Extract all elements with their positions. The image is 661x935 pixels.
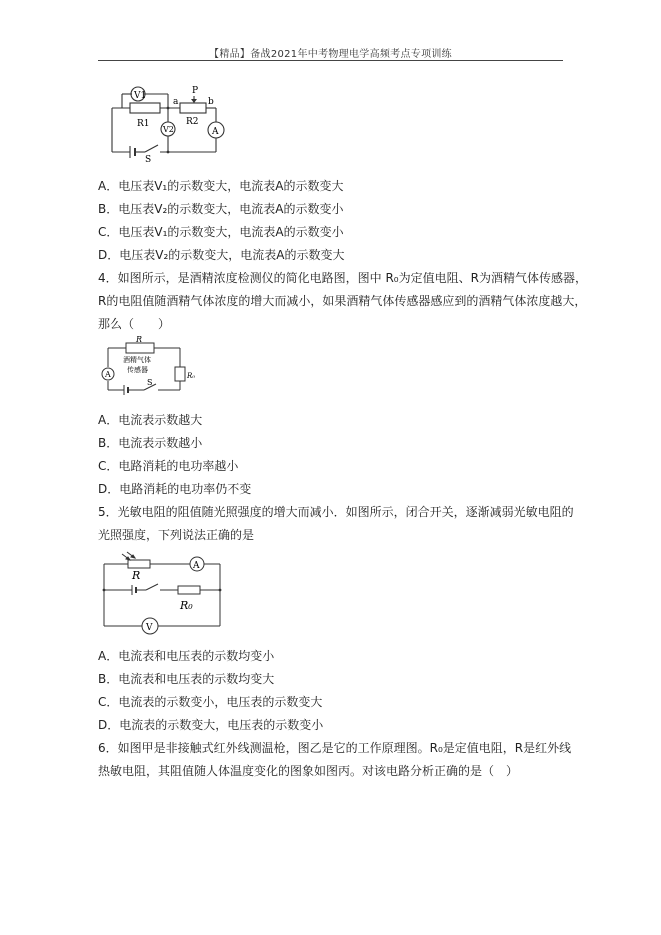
q5-option-d: D．电流表的示数变大，电压表的示数变小 [98, 718, 324, 732]
q5-r0-label: R₀ [180, 599, 193, 612]
header-divider [98, 60, 563, 61]
page-header: 【精品】备战2021年中考物理电学高频考点专项训练 [209, 49, 452, 60]
ammeter-label: A [212, 127, 219, 137]
q5-stem-line-1: 5．光敏电阻的阻值随光照强度的增大而减小．如图所示，闭合开关，逐渐减弱光敏电阻的 [98, 505, 574, 519]
q5-ammeter-label: A [193, 561, 200, 571]
q4-option-a: A．电流表示数越大 [98, 413, 203, 427]
q5-option-c: C．电流表的示数变小，电压表的示数变大 [98, 695, 323, 709]
q4-option-b: B．电流表示数越小 [98, 436, 203, 450]
q3-option-a: A．电压表V₁的示数变大，电流表A的示数变大 [98, 179, 344, 193]
q3-option-c: C．电压表V₁的示数变大，电流表A的示数变小 [98, 225, 344, 239]
q4-option-c: C．电路消耗的电功率越小 [98, 459, 239, 473]
p-label: P [192, 86, 199, 96]
sensor-label-line-2: 传感器 [127, 366, 148, 374]
sensor-label-line-1: 酒精气体 [123, 356, 151, 364]
r2-label: R2 [186, 117, 199, 127]
r1-label: R1 [137, 119, 150, 129]
v2-label: V2 [163, 125, 174, 134]
q6-stem-line-2: 热敏电阻，其阻值随人体温度变化的图象如图丙。对该电路分析正确的是（ ） [98, 764, 519, 778]
q4-stem-line-3: 那么（ ） [98, 317, 171, 331]
q3-option-d: D．电压表V₂的示数变大，电流表A的示数变大 [98, 248, 345, 262]
q6-stem-line-1: 6．如图甲是非接触式红外线测温枪，图乙是它的工作原理图。R₀是定值电阻，R是红外线 [98, 741, 572, 755]
q4-stem-line-2: R的电阻值随酒精气体浓度的增大而减小，如果酒精气体传感器感应到的酒精气体浓度越大， [98, 294, 587, 308]
q5-option-b: B．电流表和电压表的示数均变大 [98, 672, 275, 686]
node-a-label: a [173, 97, 179, 107]
v1-label: V1 [134, 91, 147, 101]
q4-stem-line-1: 4．如图所示，是酒精浓度检测仪的简化电路图，图中 R₀为定值电阻、R为酒精气体传感器， [98, 271, 587, 285]
q5-stem-line-2: 光照强度，下列说法正确的是 [98, 528, 255, 542]
circuit-figure-4 [100, 335, 196, 396]
q4-switch-label: S [147, 378, 153, 387]
q4-r-label: R [136, 335, 143, 344]
q3-option-b: B．电压表V₂的示数变大，电流表A的示数变小 [98, 202, 344, 216]
q5-option-a: A．电流表和电压表的示数均变小 [98, 649, 275, 663]
q5-voltmeter-label: V [146, 623, 153, 633]
circuit-figure-1 [108, 82, 228, 164]
switch-label: S [145, 155, 152, 165]
circuit-figure-5 [100, 548, 225, 640]
q4-ammeter-label: A [105, 370, 111, 379]
q5-r-label: R [132, 569, 141, 582]
q4-r0-label: R₀ [187, 372, 196, 380]
q4-option-d: D．电路消耗的电功率仍不变 [98, 482, 252, 496]
node-b-label: b [208, 97, 214, 107]
